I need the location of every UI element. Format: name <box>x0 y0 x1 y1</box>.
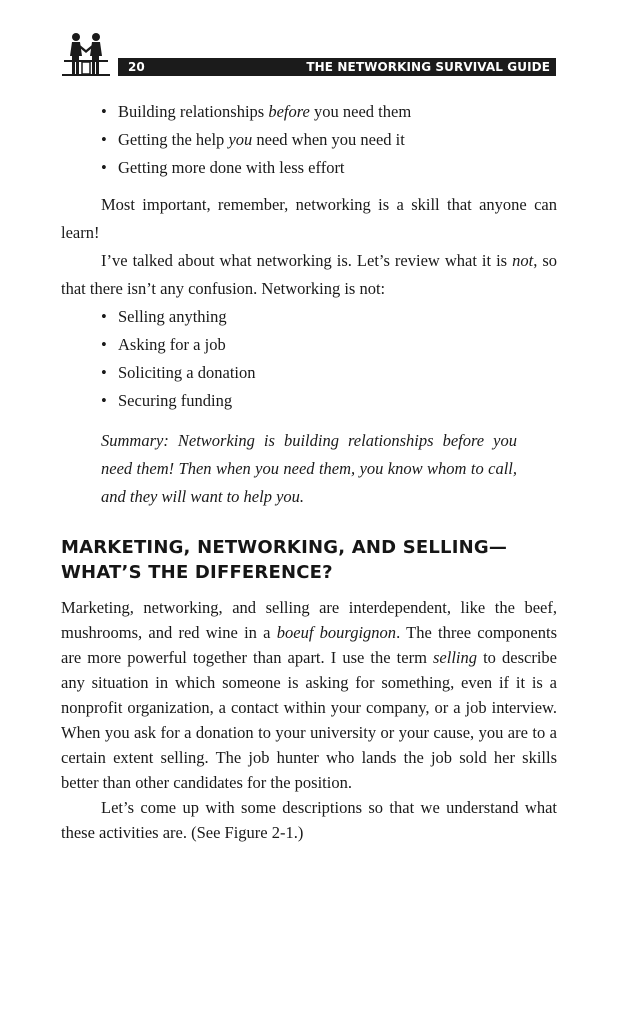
summary-callout: Summary: Networking is building relationships before you need them! Then when you need them, you know whom to call, and they will want to help you. <box>101 431 517 506</box>
paragraph: Marketing, networking, and selling are interdependent, like the beef, mushrooms, and red wine in a boeuf bourgignon. The three components are more powerful together than apart. I use the term selling to describe any situation in which someone is asking for something, even if it is a nonprofit organization, a contact within your company, or a job interview. When you ask for a donation to your university or your cause, you are to a certain extent selling. The job hunter who lands the job sold her skills better than other candidates for the position. <box>61 598 557 792</box>
section-heading: MARKETING, NETWORKING, AND SELLING—WHAT’S THE DIFFERENCE? <box>61 537 508 583</box>
list-item: • Getting the help you need when you need it <box>101 126 557 154</box>
handshake-figures-icon <box>62 30 110 78</box>
paragraph: I’ve talked about what networking is. Let’s review what it is not, so that there isn’t any confusion. Networking is not: <box>61 251 558 298</box>
list-item: • Asking for a job <box>101 331 557 359</box>
not-networking-list <box>61 303 557 415</box>
running-title: THE NETWORKING SURVIVAL GUIDE <box>306 60 550 74</box>
list-item: • Securing funding <box>101 387 557 415</box>
page-content <box>61 98 557 845</box>
paragraph: Let’s come up with some descriptions so that we understand what these activities are. (See Figure 2-1.) <box>61 798 557 842</box>
list-item: • Building relationships before you need them <box>101 98 557 126</box>
paragraph: Most important, remember, networking is a skill that anyone can learn! <box>61 195 557 242</box>
list-item: • Getting more done with less effort <box>101 154 557 182</box>
header-bar <box>118 58 556 76</box>
page-number: 20 <box>128 60 145 74</box>
list-item: • Soliciting a donation <box>101 359 557 387</box>
benefits-list <box>61 98 557 182</box>
section-body <box>61 595 557 845</box>
list-item: • Selling anything <box>101 303 557 331</box>
page-header <box>60 30 556 82</box>
